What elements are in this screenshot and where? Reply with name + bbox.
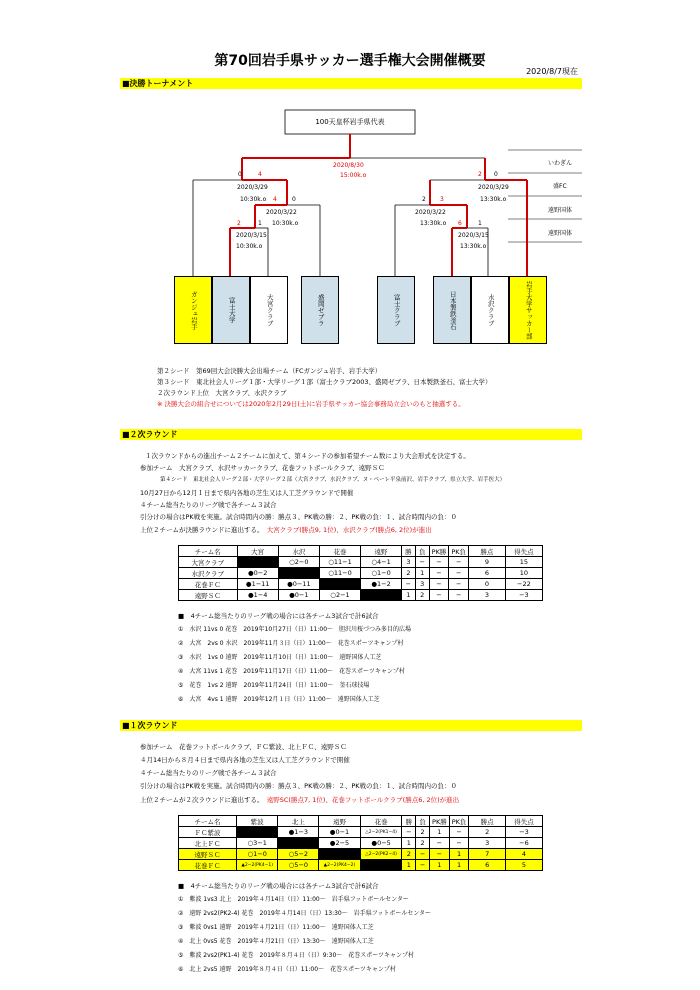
header-cell: 負 <box>415 546 429 557</box>
second-round-table <box>178 545 543 601</box>
first-line-2: ４月14日から８月４日まで県内各地の芝生又は人工芝グラウンドで開催 <box>140 756 350 764</box>
cell: 2 <box>401 568 415 579</box>
header-cell: 紫波 <box>236 816 278 827</box>
cell: 1 <box>401 590 415 601</box>
r1-left-score-b: 1 <box>258 220 262 227</box>
cell: 2 <box>469 827 506 838</box>
cell: 6 <box>469 568 506 579</box>
second-match-6: ⑥ 大宮 4vs 1 遠野 2019年12月１日（日）11:00〜 遠野国体人工芝 <box>178 696 380 703</box>
first-line-1: 参加チーム 花巻フットボールクラブ、ＦＣ紫波、北上ＦＣ、遠野ＳＣ <box>140 743 347 751</box>
cell: 15 <box>505 557 542 568</box>
header-cell: PK負 <box>449 546 469 557</box>
cell: ○11−0 <box>319 568 360 579</box>
team-box-7: 水沢クラブ <box>471 276 509 344</box>
cell: − <box>449 827 469 838</box>
cell: ●1−2 <box>361 579 402 590</box>
final-left-score: 4 <box>258 171 262 178</box>
qf-left-date: 2020/3/22 <box>266 209 297 216</box>
qf-right-date: 2020/3/22 <box>415 209 446 216</box>
semi-left-time: 10:30k.o <box>240 196 267 203</box>
team-box-4: 盛岡ゼブラ <box>301 276 339 344</box>
section-second-round: ■２次ラウンド <box>120 429 582 440</box>
cell: ○5−0 <box>278 860 319 871</box>
champion-box: 100天皇杯岩手県代表 <box>315 118 385 126</box>
venue-semi: 盛FC <box>553 183 567 190</box>
cell: −3 <box>505 590 542 601</box>
header-cell: 水沢 <box>278 546 319 557</box>
cell: 花巻ＦＣ <box>179 860 237 871</box>
header-cell: 花巻 <box>360 816 402 827</box>
cell: ●0−1 <box>278 590 319 601</box>
cell: − <box>429 568 449 579</box>
cell: −22 <box>505 579 542 590</box>
venue-final: いわぎん <box>548 160 573 167</box>
header-cell: 負 <box>416 816 430 827</box>
first-line-3: ４チーム総当たりのリーグ戦で各チーム３試合 <box>140 769 277 777</box>
cell: − <box>429 579 449 590</box>
qf-right-time: 13:30k.o <box>420 220 447 227</box>
cell: ○3−1 <box>236 838 278 849</box>
cell: △2−2(PK2−4) <box>360 849 402 860</box>
cell: − <box>430 849 450 860</box>
second-match-4: ④ 大宮 11vs 1 花巻 2019年11月17日（日）11:00〜 花巻スポーツキャンプ村 <box>178 668 405 675</box>
cell: ○2−1 <box>319 590 360 601</box>
left-outer-score: 0 <box>238 171 242 178</box>
seed-line-1: 第２シード 第69回大会決勝大会出場チーム（FCガンジュ岩手、岩手大学） <box>157 367 382 375</box>
cell: ●0−5 <box>360 838 402 849</box>
team-box-3: 大宮クラブ <box>250 276 288 344</box>
header-cell: チーム名 <box>179 816 237 827</box>
r1-right-date: 2020/3/15 <box>458 232 489 239</box>
venue-r1: 遠野国体 <box>548 230 573 237</box>
header-cell: 勝 <box>402 816 416 827</box>
cell: 遠野ＳＣ <box>179 590 238 601</box>
r1-right-score-b: 1 <box>478 220 482 227</box>
header-cell: 花巻 <box>319 546 360 557</box>
r1-left-time: 10:30k.o <box>236 243 263 250</box>
semi-right-date: 2020/3/29 <box>478 184 509 191</box>
header-cell: 遠野 <box>319 816 361 827</box>
second-line-6: 引分けの場合はPK戦を実施。試合時間内の勝：勝点３、PK戦の勝：２、PK戦の負：１、試合時間内の負：０ <box>140 513 458 521</box>
qf-left-score-a: 4 <box>273 196 277 203</box>
cell: 1 <box>430 827 450 838</box>
team-box-5: 富士クラブ <box>377 276 415 344</box>
cell: − <box>416 860 430 871</box>
cell: ○5−2 <box>278 849 319 860</box>
cell: 2 <box>415 590 429 601</box>
seed-note: ※ 決勝大会の組合せについては2020年2月29日(土)に岩手県サッカー協会事務局立会いのもと抽選する。 <box>157 400 465 408</box>
cell: − <box>449 557 469 568</box>
cell: ○11−1 <box>319 557 360 568</box>
second-match-5: ⑤ 花巻 1vs 2 遠野 2019年11月24日（日）11:00〜 釜石球技場 <box>178 682 370 689</box>
team-box-6: 日本製鉄釜石 <box>433 276 471 344</box>
bracket-lines <box>0 0 700 360</box>
cell: ○2−0 <box>278 557 319 568</box>
header-cell: 勝点 <box>469 546 506 557</box>
qf-right-score-b: 3 <box>440 196 444 203</box>
header-cell: 遠野 <box>361 546 402 557</box>
table-row <box>179 838 543 849</box>
cell: 3 <box>401 557 415 568</box>
cell: 大宮クラブ <box>179 557 238 568</box>
r1-left-score-a: 2 <box>237 220 241 227</box>
first-match-1: ① 紫波 1vs3 北上 2019年４月14日（日）11:00〜 岩手県フットボールセンター <box>178 896 409 903</box>
cell: − <box>449 590 469 601</box>
table-row <box>179 590 543 601</box>
semi-left-date: 2020/3/29 <box>237 184 268 191</box>
as-of-date: 2020/8/7現在 <box>526 67 578 76</box>
cell: ●2−5 <box>319 838 361 849</box>
cell: 1 <box>449 860 469 871</box>
cell: 9 <box>469 557 506 568</box>
final-time: 15:00k.o <box>340 172 367 179</box>
cell: △2−2(PK1−4) <box>360 827 402 838</box>
header-cell: チーム名 <box>179 546 238 557</box>
first-match-3: ③ 紫波 0vs1 遠野 2019年４月21日（日）11:00〜 遠野国体人工芝 <box>178 924 374 931</box>
cell: ○4−1 <box>361 557 402 568</box>
second-match-3: ③ 水沢 1vs 0 遠野 2019年11月10日（日）11:00〜 遠野国体人工芝 <box>178 654 382 661</box>
first-advance <box>140 796 459 804</box>
cell: ＦＣ紫波 <box>179 827 237 838</box>
cell: − <box>449 568 469 579</box>
cell: 1 <box>402 860 416 871</box>
table-row <box>179 827 543 838</box>
semi-right-time: 13:30k.o <box>480 196 507 203</box>
cell: 遠野ＳＣ <box>179 849 237 860</box>
seed-line-3: ２次ラウンド上位 大宮クラブ、水沢クラブ <box>157 389 287 397</box>
first-match-2: ② 遠野 2vs2(PK2-4) 花巻 2019年４月14日（日）13:30〜 岩手県フットボールセンター <box>178 910 431 917</box>
table-header-row <box>179 546 543 557</box>
team-box-8: 岩手大学サッカー部 <box>509 276 547 344</box>
second-match-2: ② 大宮 2vs 0 水沢 2019年11月３日（日）11:00〜 花巻スポーツキャンプ村 <box>178 640 404 647</box>
cell: 7 <box>469 849 506 860</box>
cell: ▲2−2(PK4−2) <box>319 860 361 871</box>
cell: 6 <box>469 860 506 871</box>
cell: ○1−0 <box>361 568 402 579</box>
first-advance-result: 遠野SC(勝点7, 1位)、花巻フットボールクラブ(勝点6, 2位)が進出 <box>266 796 460 804</box>
cell <box>237 557 278 568</box>
cell: 花巻ＦＣ <box>179 579 238 590</box>
right-outer-score: 0 <box>494 171 498 178</box>
second-line-3: 第４シード 東北社会人リーグ２部・大学リーグ２部（大宮クラブ、水沢クラブ、ヌ・ベーレ平泉前沢、岩手クラブ、県立大学、岩手医大） <box>160 477 506 483</box>
seed-line-2: 第３シード 東北社会人リーグ１部・大学リーグ１部（富士クラブ2003、盛岡ゼブラ、日本製鉄釜石、富士大学） <box>157 378 492 386</box>
second-line-1: １次ラウンドからの進出チーム２チームに加えて、第４シードの参加希望チーム数により大会形式を決定する。 <box>145 452 470 460</box>
qf-right-score-a: 2 <box>422 196 426 203</box>
cell: 2 <box>416 838 430 849</box>
cell: ●0−1 <box>319 827 361 838</box>
cell: ●0−11 <box>278 579 319 590</box>
cell: 5 <box>505 860 542 871</box>
cell: − <box>430 838 450 849</box>
cell: − <box>449 579 469 590</box>
cell: 3 <box>469 590 506 601</box>
cell: 1 <box>430 860 450 871</box>
cell <box>319 849 361 860</box>
venue-qf: 遠野国体 <box>548 207 573 214</box>
cell: 2 <box>416 827 430 838</box>
first-match-5: ⑤ 紫波 2vs2(PK1-4) 花巻 2019年８月４日（日）9:30〜 花巻スポーツキャンプ村 <box>178 952 415 959</box>
cell: 水沢クラブ <box>179 568 238 579</box>
header-cell: 得失点 <box>505 546 542 557</box>
cell: −6 <box>505 838 542 849</box>
team-box-1: ガンジュ岩手 <box>174 276 212 344</box>
second-line-2: 参加チーム 大宮クラブ、水沢サッカークラブ、花巻フットボールクラブ、遠野ＳＣ <box>140 464 385 472</box>
cell: ●1−4 <box>237 590 278 601</box>
section-final-tournament: ■決勝トーナメント <box>120 78 582 89</box>
cell: 北上ＦＣ <box>179 838 237 849</box>
table-row <box>179 568 543 579</box>
first-note: ■ 4チーム総当たりのリーグ戦の場合には各チーム3試合で計6試合 <box>178 882 379 890</box>
first-line-4: 引分けの場合はPK戦を実施。試合時間内の勝：勝点３、PK戦の勝：２、PK戦の負：１、試合時間内の負：０ <box>140 782 458 790</box>
section-first-round: ■１次ラウンド <box>120 720 582 731</box>
cell <box>236 827 278 838</box>
qf-left-time: 10:30k.o <box>272 220 299 227</box>
cell: − <box>415 557 429 568</box>
cell: 1 <box>449 849 469 860</box>
page-title: 第70回岩手県サッカー選手権大会開催概要 <box>214 53 486 69</box>
second-line-4: 10月27日から12月１日まで県内各地の芝生又は人工芝グラウンドで開催 <box>140 489 354 497</box>
cell: 3 <box>415 579 429 590</box>
cell <box>361 590 402 601</box>
cell: − <box>416 849 430 860</box>
r1-right-time: 13:30k.o <box>460 243 487 250</box>
cell: 1 <box>415 568 429 579</box>
header-cell: 得失点 <box>505 816 542 827</box>
cell: − <box>429 557 449 568</box>
first-advance-prefix: 上位２チームが２次ラウンドに進出する。 <box>140 796 261 804</box>
cell: 4 <box>505 849 542 860</box>
second-advance <box>140 526 432 534</box>
cell: ●1−11 <box>237 579 278 590</box>
header-cell: 北上 <box>278 816 319 827</box>
cell: −3 <box>505 827 542 838</box>
cell: 2 <box>402 849 416 860</box>
cell: ▲2−2(PK4−1) <box>236 860 278 871</box>
table-row <box>179 557 543 568</box>
second-advance-result: 大宮クラブ(勝点9, 1位)、水沢クラブ(勝点6, 2位)が進出 <box>266 526 432 534</box>
final-right-score: 2 <box>478 171 482 178</box>
first-match-6: ⑥ 北上 2vs5 遠野 2019年８月４日（日）11:00〜 花巻スポーツキャンプ村 <box>178 966 396 973</box>
team-box-2: 富士大学 <box>212 276 250 344</box>
header-cell: PK勝 <box>430 816 450 827</box>
cell: − <box>429 590 449 601</box>
r1-left-date: 2020/3/15 <box>236 232 267 239</box>
header-cell: 大宮 <box>237 546 278 557</box>
cell: ●1−3 <box>278 827 319 838</box>
cell <box>278 838 319 849</box>
table-header-row <box>179 816 543 827</box>
table-row <box>179 579 543 590</box>
r1-right-score-a: 6 <box>458 220 462 227</box>
cell: − <box>449 838 469 849</box>
table-row <box>179 860 543 871</box>
cell: 0 <box>469 579 506 590</box>
qf-left-score-b: 0 <box>292 196 296 203</box>
cell <box>319 579 360 590</box>
cell <box>278 568 319 579</box>
second-note: ■ 4チーム総当たりのリーグ戦の場合には各チーム3試合で計6試合 <box>178 612 379 620</box>
first-round-table <box>178 815 543 871</box>
second-match-1: ① 水沢 11vs 0 花巻 2019年10月27日（日）11:00〜 胆沢川桜づつみ多目的広場 <box>178 626 412 633</box>
cell: 1 <box>402 838 416 849</box>
cell: − <box>402 827 416 838</box>
cell: ○1−0 <box>236 849 278 860</box>
cell: 3 <box>469 838 506 849</box>
cell: 10 <box>505 568 542 579</box>
header-cell: PK勝 <box>429 546 449 557</box>
second-advance-prefix: 上位２チームが決勝ラウンドに進出する。 <box>140 526 261 534</box>
header-cell: 勝点 <box>469 816 506 827</box>
cell: ●0−2 <box>237 568 278 579</box>
table-row <box>179 849 543 860</box>
header-cell: 勝 <box>401 546 415 557</box>
cell <box>360 860 402 871</box>
second-line-5: ４チーム総当たりのリーグ戦で各チーム３試合 <box>140 501 277 509</box>
first-match-4: ④ 北上 0vs5 花巻 2019年４月21日（日）13:30〜 遠野国体人工芝 <box>178 938 374 945</box>
final-date: 2020/8/30 <box>333 162 364 169</box>
header-cell: PK負 <box>449 816 469 827</box>
cell: − <box>401 579 415 590</box>
